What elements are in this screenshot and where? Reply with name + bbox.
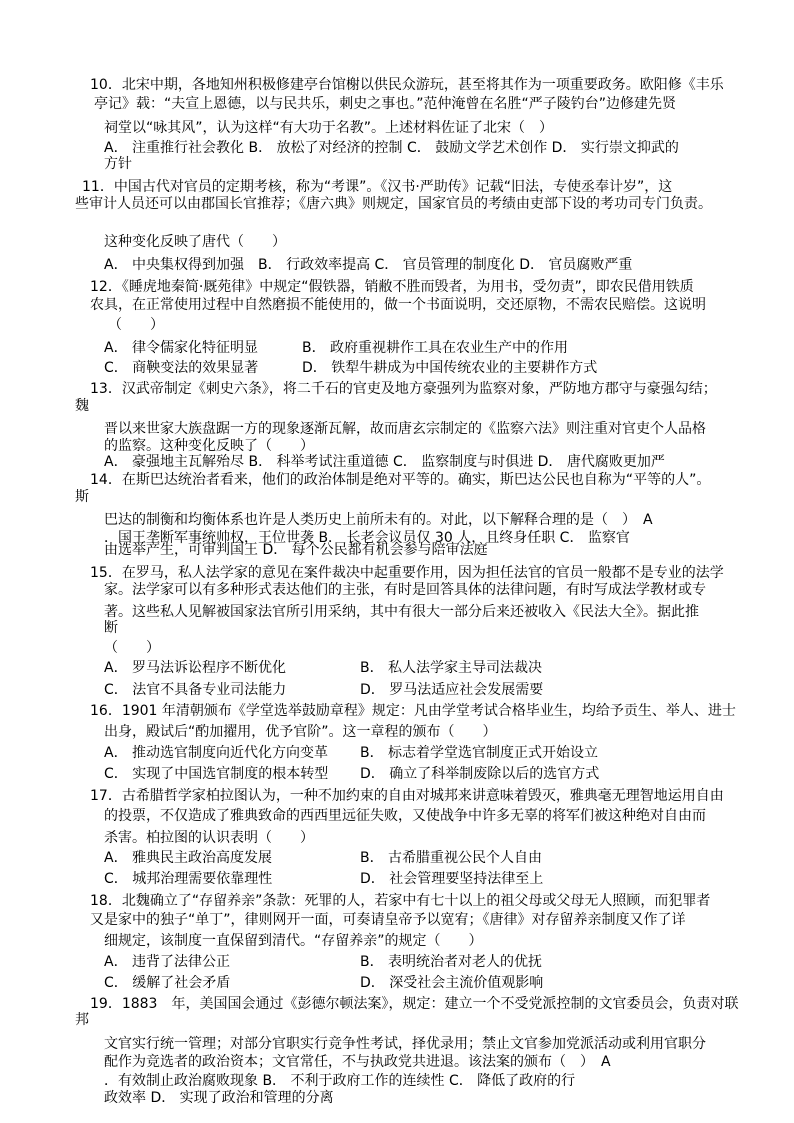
option-b: B． 标志着学堂选官制度正式开始设立: [360, 745, 599, 761]
option-c: C． 实现了中国选官制度的根本转型: [104, 766, 329, 782]
options-line: A． 注重推行社会教化 B． 放松了对经济的控制 C． 鼓励文学艺术创作 D． 实行崇文抑武的: [104, 140, 679, 156]
options-line: 由选举产生，可审判国王 D． 每个公民都有机会参与陪审法庭: [104, 542, 488, 558]
question-text: 11．中国古代对官员的定期考核，称为“考课”。《汉书·严助传》记载“旧法，专使丞奉计岁”，这: [82, 179, 673, 195]
question-text: 亭记》载：“夫宣上恩德，以与民共乐，刺史之事也。”范仲淹曾在名胜“严子陵钓台”边修建先贤: [94, 96, 677, 112]
question-text: 杀害。柏拉图的认识表明（ ）: [104, 830, 314, 846]
question-text: 14．在斯巴达统治者看来，他们的政治体制是绝对平等的。确实，斯巴达公民也自称为“平等的人”。: [90, 472, 711, 488]
question-text: 10．北宋中期，各地知州积极修建亭台馆榭以供民众游玩，甚至将其作为一项重要政务。欧阳修《丰乐: [90, 77, 724, 93]
question-text: 农具，在正常使用过程中自然磨损不能使用的，做一个书面说明，交还原物，不需农民赔偿。这说明: [90, 297, 706, 313]
question-text: 配作为竞选者的政治资本；文官常任，不与执政党共进退。该法案的颁布（ ） A: [104, 1054, 611, 1070]
question-text: 12．《睡虎地秦简·厩苑律》中规定“假铁器，销敝不胜而毁者，为用书，受勿责”，即农民借用铁质: [90, 279, 694, 295]
options-line: A． 豪强地主瓦解殆尽 B． 科举考试注重道德 C． 监察制度与时俱进 D． 唐代腐败更加严: [104, 454, 665, 470]
options-line: ．有效制止政治腐败现象 B． 不利于政府工作的连续性 C． 降低了政府的行: [104, 1073, 576, 1089]
option-c: C． 商鞅变法的效果显著: [104, 360, 259, 376]
option-a: A． 推动选官制度向近代化方向变革: [104, 745, 329, 761]
question-text: 断: [104, 620, 118, 636]
question-text: 出身，殿试后“酌加擢用，优予官阶”。这一章程的颁布（ ）: [104, 724, 497, 740]
question-text: （ ）: [108, 317, 164, 333]
question-text: 文官实行统一管理；对部分官职实行竞争性考试，择优录用；禁止文官参加党派活动或利用官职分: [104, 1036, 706, 1052]
option-a: A． 雅典民主政治高度发展: [104, 850, 273, 866]
question-text: 细规定，该制度一直保留到清代。“存留养亲”的规定（ ）: [104, 933, 483, 949]
question-text: 的投票，不仅造成了雅典致命的西西里远征失败，又使战争中许多无辜的将军们被这种绝对自由而: [104, 808, 706, 824]
option-c: C． 法官不具备专业司法能力: [104, 682, 287, 698]
question-text: 16．1901 年清朝颁布《学堂选举鼓励章程》规定：凡由学堂考试合格毕业生，均给予贡生、举人、进士: [90, 703, 736, 719]
option-b: B． 古希腊重视公民个人自由: [360, 850, 543, 866]
question-text: 的监察。这种变化反映了（ ）: [104, 438, 314, 454]
option-d: D． 社会管理要坚持法律至上: [360, 871, 544, 887]
question-text: 15．在罗马，私人法学家的意见在案件裁决中起重要作用，因为担任法官的官员一般都不是专业的法学: [90, 565, 724, 581]
question-text: （ ）: [104, 640, 160, 656]
option-b: B． 政府重视耕作工具在农业生产中的作用: [302, 340, 569, 356]
option-d: D． 铁犁牛耕成为中国传统农业的主要耕作方式: [302, 360, 598, 376]
option-d: D． 罗马法适应社会发展需要: [360, 682, 544, 698]
option-d: D． 确立了科举制废除以后的选官方式: [360, 766, 600, 782]
option-a: A． 罗马法诉讼程序不断优化: [104, 660, 287, 676]
question-text: 邦: [75, 1012, 89, 1028]
options-line: 政效率 D． 实现了政治和管理的分离: [104, 1090, 334, 1106]
question-text: 19．1883 年，美国国会通过《彭德尔顿法案》，规定：建立一个不受党派控制的文官委员会，负责对联: [90, 996, 739, 1012]
question-text: 17．古希腊哲学家柏拉图认为，一种不加约束的自由对城邦来讲意味着毁灭，雅典毫无理智地运用自由: [90, 788, 724, 804]
options-line: A． 中央集权得到加强 B． 行政效率提高 C． 官员管理的制度化 D． 官员腐败严重: [104, 257, 633, 273]
question-text: 巴达的制衡和均衡体系也许是人类历史上前所未有的。对此，以下解释合理的是（ ） A: [104, 512, 653, 528]
question-text: 晋以来世家大族盘踞一方的现象逐渐瓦解，故而唐玄宗制定的《监察六法》则注重对官吏个人品格: [104, 421, 706, 437]
option-c: C． 缓解了社会矛盾: [104, 975, 231, 991]
option-b: B． 私人法学家主导司法裁决: [360, 660, 543, 676]
question-text: 些审计人员还可以由郡国长官推荐；《唐六典》则规定，国家官员的考绩由吏部下设的考功司专门负责。: [75, 196, 712, 212]
question-text: 这种变化反映了唐代（ ）: [104, 234, 286, 250]
option-d: D． 深受社会主流价值观影响: [360, 975, 544, 991]
question-text: 魏: [75, 398, 89, 414]
option-a: A． 律令儒家化特征明显: [104, 340, 259, 356]
option-c: C． 城邦治理需要依靠理性: [104, 871, 273, 887]
option-b: B． 表明统治者对老人的优抚: [360, 954, 543, 970]
question-text: 祠堂以“咏其风”，认为这样“有大功于名教”。上述材料佐证了北宋（ ）: [104, 120, 554, 136]
question-text: 斯: [75, 489, 89, 505]
question-text: 又是家中的独子“单丁”，律则网开一面，可奏请皇帝予以宽宥；《唐律》对存留养亲制度又作了详: [90, 912, 686, 928]
question-text: 13．汉武帝制定《刺史六条》，将二千石的官吏及地方豪强列为监察对象，严防地方郡守与豪强勾结；: [90, 381, 717, 397]
question-text: 18．北魏确立了“存留养亲”条款：死罪的人，若家中有七十以上的祖父母或父母无人照顾，而犯罪者: [90, 893, 711, 909]
option-a: A． 违背了法律公正: [104, 954, 231, 970]
question-text: 家。法学家可以有多种形式表达他们的主张，有时是回答具体的法律问题，有时写成法学教材或专: [104, 582, 706, 598]
question-text: 著。这些私人见解被国家法官所引用采纳，其中有很大一部分后来还被收入《民法大全》。据此推: [104, 604, 699, 620]
options-line: 方针: [104, 156, 132, 172]
options-line: ．国王垄断军事统帅权，王位世袭 B． 长老会议员仅 30 人，且终身任职 C． 监察官: [104, 530, 630, 546]
